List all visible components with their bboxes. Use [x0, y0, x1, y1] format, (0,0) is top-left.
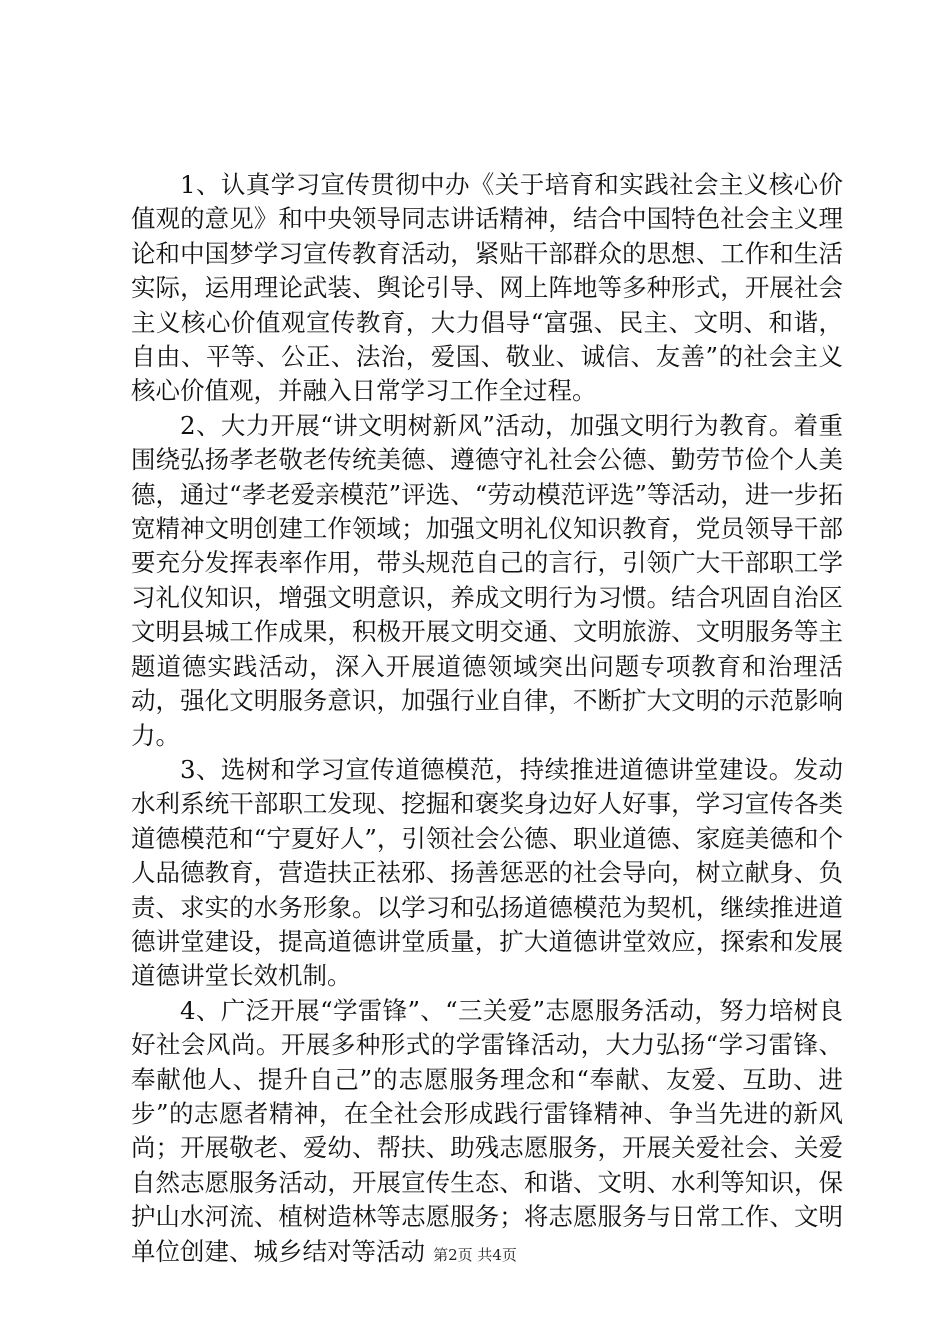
- paragraph-4: 4、广泛开展“学雷锋”、“三关爱”志愿服务活动，努力培树良好社会风尚。开展多种形式的学雷锋活动，大力弘扬“学习雷锋、奉献他人、提升自己”的志愿服务理念和“奉献、友爱、互助、进步”的志愿者精神，在全社会形成践行雷锋精神、争当先进的新风尚；开展敬老、爱幼、帮扶、助残志愿服务，开展关爱社会、关爱自然志愿服务活动，开展宣传生态、和谐、文明、水利等知识，保护山水河流、植树造林等志愿服务；将志愿服务与日常工作、文明单位创建、城乡结对等活动: [131, 995, 843, 1266]
- paragraph-1: 1、认真学习宣传贯彻中办《关于培育和实践社会主义核心价值观的意见》和中央领导同志讲话精神，结合中国特色社会主义理论和中国梦学习宣传教育活动，紧贴干部群众的思想、工作和生活实际，运用理论武装、舆论引导、网上阵地等多种形式，开展社会主义核心价值观宣传教育，大力倡导“富强、民主、文明、和谐，自由、平等、公正、法治，爱国、敬业、诚信、友善”的社会主义核心价值观，并融入日常学习工作全过程。: [131, 170, 843, 406]
- document-body: [131, 168, 843, 1269]
- page-number-footer: 第2页 共4页: [433, 1246, 517, 1264]
- paragraph-2: 2、大力开展“讲文明树新风”活动，加强文明行为教育。着重围绕弘扬孝老敬老传统美德、遵德守礼社会公德、勤劳节俭个人美德，通过“孝老爱亲模范”评选、“劳动模范评选”等活动，进一步拓宽精神文明创建工作领域；加强文明礼仪知识教育，党员领导干部要充分发挥表率作用，带头规范自己的言行，引领广大干部职工学习礼仪知识，增强文明意识，养成文明行为习惯。结合巩固自治区文明县城工作成果，积极开展文明交通、文明旅游、文明服务等主题道德实践活动，深入开展道德领域突出问题专项教育和治理活动，强化文明服务意识，加强行业自律，不断扩大文明的示范影响力。: [131, 410, 843, 750]
- paragraph-3: 3、选树和学习宣传道德模范，持续推进道德讲堂建设。发动水利系统干部职工发现、挖掘和褒奖身边好人好事，学习宣传各类道德模范和“宁夏好人”，引领社会公德、职业道德、家庭美德和个人品德教育，营造扶正祛邪、扬善惩恶的社会导向，树立献身、负责、求实的水务形象。以学习和弘扬道德模范为契机，继续推进道德讲堂建设，提高道德讲堂质量，扩大道德讲堂效应，探索和发展道德讲堂长效机制。: [131, 754, 843, 991]
